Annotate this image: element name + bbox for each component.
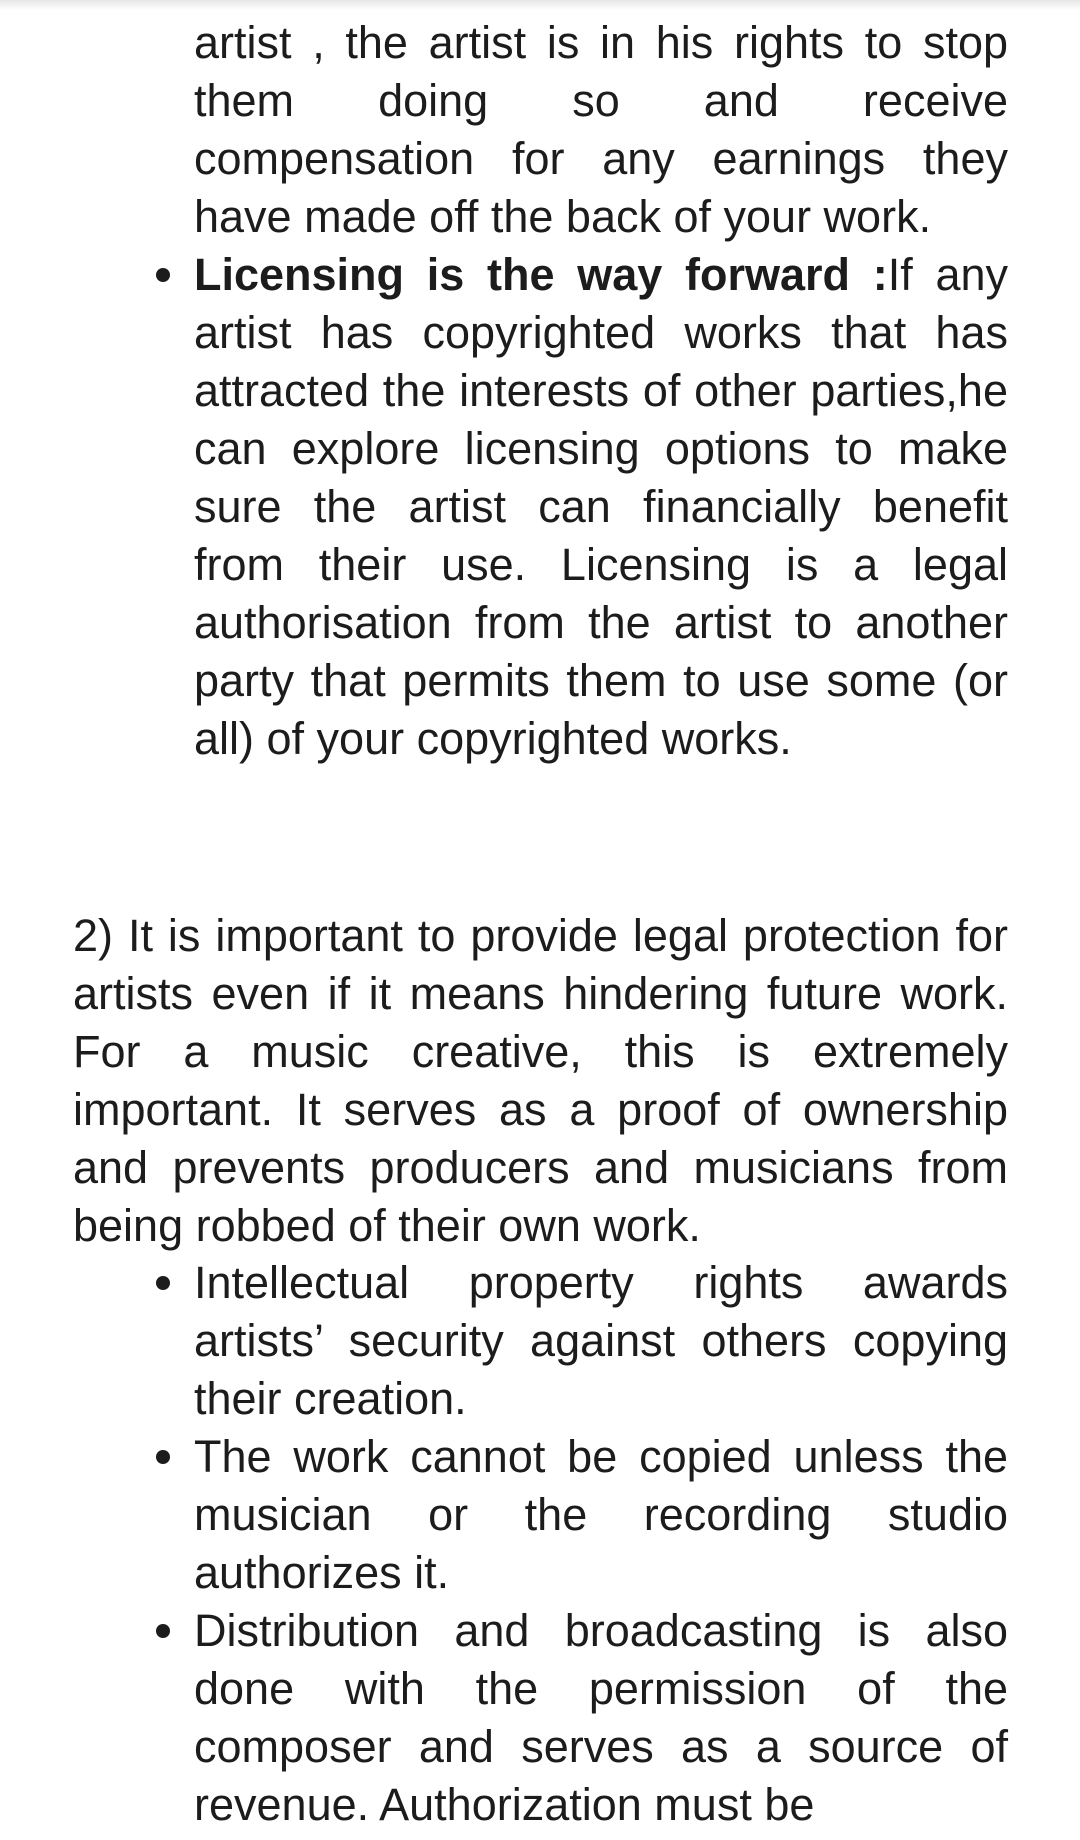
list-item-text	[194, 246, 1008, 768]
paragraph-2: 2) It is important to provide legal protection for artists even if it means hindering future work. For a music creative, this is extremely important. It serves as a proof of ownership and prevents producers and musicians from being robbed of their own work.	[73, 910, 1008, 1251]
section-2-list-wrap	[0, 1254, 1080, 1834]
bullet-dot	[156, 1276, 170, 1290]
list-item-text: Intellectual property rights awards artists’ security against others copying their creation.	[194, 1257, 1008, 1424]
list-item	[74, 1602, 1008, 1834]
section-1-list	[0, 246, 1080, 768]
list-item-text: Distribution and broadcasting is also done with the permission of the composer and serves as a source of revenue. Authorization must be	[194, 1605, 1008, 1830]
bullet-dot	[156, 1450, 170, 1464]
section-1-continuation	[0, 14, 1080, 768]
bullet-dot	[156, 268, 170, 282]
list-item-text: The work cannot be copied unless the musician or the recording studio authorizes it.	[194, 1431, 1008, 1598]
continued-bullet-text: artist , the artist is in his rights to stop them doing so and receive compensation for any earnings they have made off the back of your work.	[194, 17, 1008, 242]
bullet-dot	[156, 1624, 170, 1638]
section-2-list	[0, 1254, 1080, 1834]
list-item	[74, 1428, 1008, 1602]
bold-lead-text: Licensing is the way forward :	[194, 249, 888, 300]
top-edge-shadow	[0, 0, 1080, 10]
licensing-body-text: If any artist has copyrighted works that has attracted the interests of other parties,he can explore licensing options to make sure the artist can financially benefit from their use. Licensing is a legal authorisation from the artist to another party that permits them to use some (or all) of your copyrighted works.	[194, 249, 1008, 764]
list-item-licensing	[74, 246, 1008, 768]
list-item	[74, 1254, 1008, 1428]
